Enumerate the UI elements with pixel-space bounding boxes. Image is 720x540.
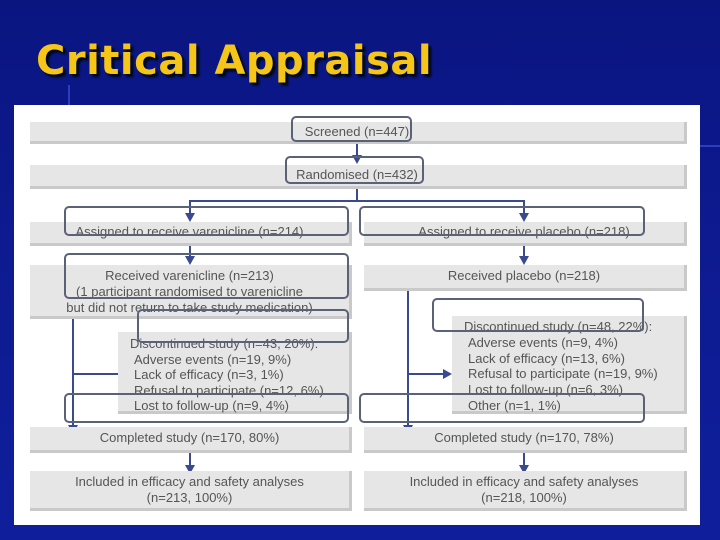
- highlight-lost-placebo: [359, 393, 645, 423]
- highlight-assigned-varenicline: [64, 206, 349, 236]
- discontinued-item: Lost to follow-up (n=6, 3%): [468, 382, 623, 398]
- discontinued-item: Refusal to participate (n=19, 9%): [468, 366, 658, 382]
- background-decoration: [700, 145, 720, 147]
- highlight-randomised: [285, 156, 424, 184]
- highlight-discontinued-varenicline: [137, 309, 349, 343]
- connector: [189, 200, 525, 202]
- discontinued-item: Refusal to participate (n=12, 6%): [134, 382, 324, 398]
- highlight-assigned-placebo: [359, 206, 645, 236]
- discontinued-item: Lost to follow-up (n=9, 4%): [134, 398, 289, 413]
- included-placebo-box: [364, 471, 687, 511]
- highlight-discontinued-placebo: [432, 298, 644, 332]
- included-varenicline-box: [30, 471, 352, 511]
- discontinued-item: Other (n=1, 1%): [468, 397, 561, 413]
- connector: [407, 373, 445, 375]
- discontinued-heading: Discontinued study (n=48, 22%):: [464, 319, 653, 334]
- highlight-received-varenicline: [64, 253, 349, 299]
- received-placebo-box: [364, 265, 687, 291]
- received-varenicline-line: Received varenicline (n=213): [105, 268, 274, 283]
- included-line: (n=213, 100%): [146, 490, 233, 505]
- highlight-screened: [291, 116, 412, 142]
- assigned-varenicline-label: Assigned to receive varenicline (n=214): [75, 224, 304, 239]
- received-placebo-label: Received placebo (n=218): [447, 268, 601, 283]
- included-line: (n=218, 100%): [481, 490, 567, 505]
- arrow-icon: [519, 256, 529, 265]
- screened-label: Screened (n=447): [304, 124, 410, 139]
- included-line: Included in efficacy and safety analyses: [409, 474, 639, 489]
- slide-title: Critical Appraisal: [36, 38, 433, 84]
- discontinued-item: Lack of efficacy (n=13, 6%): [468, 350, 625, 366]
- received-varenicline-line: but did not return to take study medication): [66, 300, 313, 315]
- background-decoration: [68, 85, 70, 105]
- discontinued-heading: Discontinued study (n=43, 20%):: [130, 336, 319, 351]
- consort-flow-diagram: [14, 105, 700, 525]
- randomised-label: Randomised (n=432): [296, 167, 418, 182]
- discontinued-item: Adverse events (n=9, 4%): [468, 334, 618, 350]
- arrow-icon: [443, 369, 452, 379]
- completed-varenicline-box: [30, 427, 352, 453]
- discontinued-item: Lack of efficacy (n=3, 1%): [134, 367, 284, 382]
- received-varenicline-line: (1 participant randomised to varenicline: [76, 284, 303, 299]
- assigned-placebo-label: Assigned to receive placebo (n=218): [418, 224, 630, 239]
- included-line: Included in efficacy and safety analyses: [75, 474, 304, 489]
- highlight-lost-varenicline: [64, 393, 349, 423]
- discontinued-item: Adverse events (n=19, 9%): [134, 351, 292, 367]
- completed-placebo-label: Completed study (n=170, 78%): [434, 430, 614, 445]
- completed-varenicline-label: Completed study (n=170, 80%): [99, 430, 280, 445]
- connector: [72, 373, 120, 375]
- completed-placebo-box: [364, 427, 687, 453]
